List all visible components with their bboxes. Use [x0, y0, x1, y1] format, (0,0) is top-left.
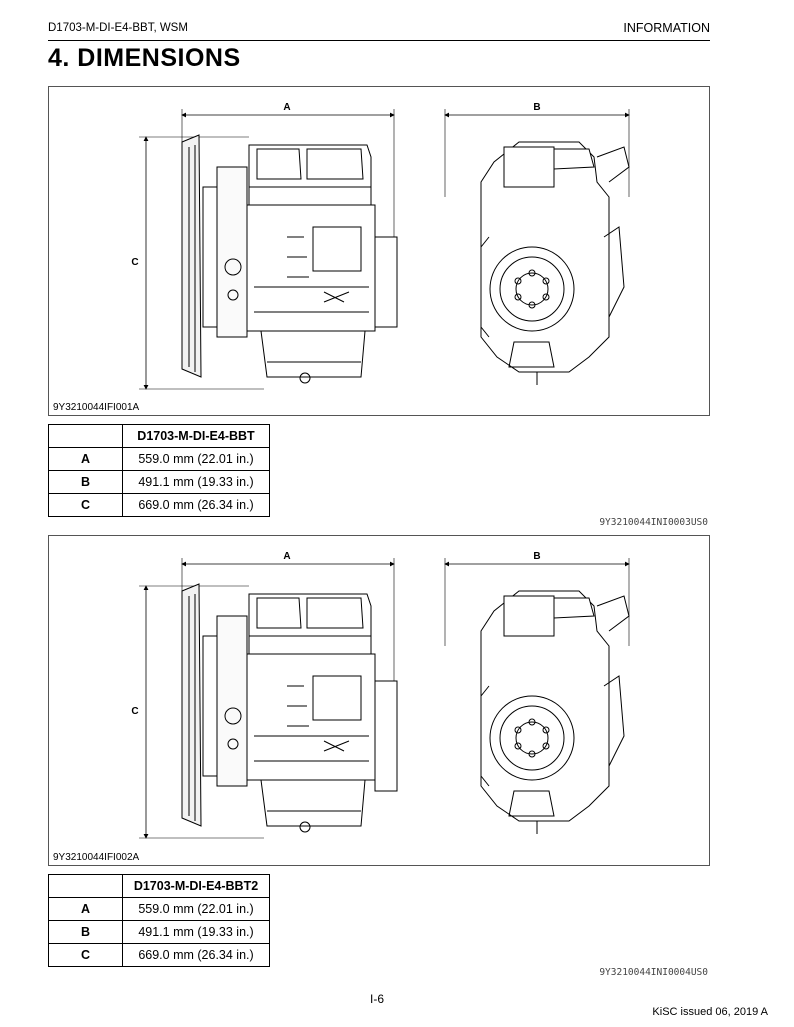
- table-model-header: D1703-M-DI-E4-BBT: [123, 425, 270, 448]
- row-value: 491.1 mm (19.33 in.): [123, 471, 270, 494]
- dimension-a-label: A: [283, 551, 291, 562]
- row-value: 669.0 mm (26.34 in.): [123, 494, 270, 517]
- engine-front-view: [481, 142, 629, 385]
- row-label: C: [49, 944, 123, 967]
- row-value: 559.0 mm (22.01 in.): [123, 448, 270, 471]
- table-row: [49, 494, 270, 517]
- table-row: [49, 944, 270, 967]
- figure-id: 9Y3210044IFI001A: [53, 402, 140, 413]
- header-chapter: INFORMATION: [623, 21, 710, 35]
- dimensions-table-1: [48, 424, 270, 517]
- table-row: [49, 921, 270, 944]
- row-label: B: [49, 921, 123, 944]
- engine-side-view: [182, 135, 397, 383]
- table-row: [49, 471, 270, 494]
- row-label: A: [49, 448, 123, 471]
- reference-code: 9Y3210044INI0003US0: [599, 517, 708, 528]
- table-corner: [49, 425, 123, 448]
- table-corner: [49, 875, 123, 898]
- table-row: [49, 898, 270, 921]
- engine-drawing-2: [49, 536, 709, 865]
- table-model-header: D1703-M-DI-E4-BBT2: [123, 875, 270, 898]
- row-value: 669.0 mm (26.34 in.): [123, 944, 270, 967]
- engine-drawing-1: [49, 87, 709, 415]
- dimension-c-label: C: [131, 706, 139, 717]
- issued-note: KiSC issued 06, 2019 A: [652, 1006, 768, 1018]
- engine-front-view: [481, 591, 629, 834]
- page-number: I-6: [370, 992, 385, 1006]
- header-rule: [48, 40, 710, 41]
- header-doc-code: D1703-M-DI-E4-BBT, WSM: [48, 22, 188, 34]
- dimension-b-label: B: [533, 551, 541, 562]
- dimensions-table-2: [48, 874, 270, 967]
- row-label: A: [49, 898, 123, 921]
- dimension-b-label: B: [533, 102, 541, 113]
- dimension-a-label: A: [283, 102, 291, 113]
- figure-engine-dimensions-2: [48, 535, 710, 866]
- engine-side-view: [182, 584, 397, 832]
- dimension-c-label: C: [131, 257, 139, 268]
- row-value: 559.0 mm (22.01 in.): [123, 898, 270, 921]
- row-label: B: [49, 471, 123, 494]
- reference-code: 9Y3210044INI0004US0: [599, 967, 708, 978]
- section-title: 4. DIMENSIONS: [48, 44, 241, 72]
- row-label: C: [49, 494, 123, 517]
- table-row: [49, 448, 270, 471]
- figure-engine-dimensions-1: [48, 86, 710, 416]
- figure-id: 9Y3210044IFI002A: [53, 852, 140, 863]
- row-value: 491.1 mm (19.33 in.): [123, 921, 270, 944]
